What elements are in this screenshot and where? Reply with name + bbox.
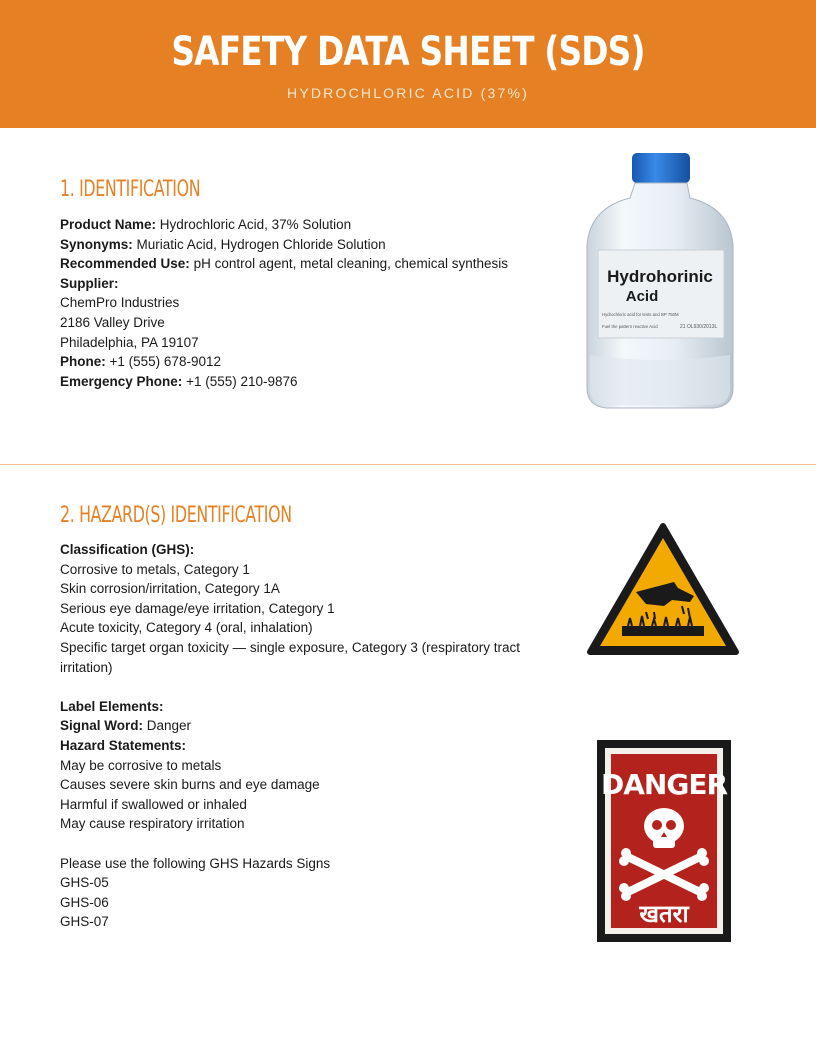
section-2-title: 2. HAZARD(S) IDENTIFICATION xyxy=(60,503,292,528)
hazard-statement: May cause respiratory irritation xyxy=(60,816,245,832)
page-header xyxy=(0,0,816,128)
supplier-street: 2186 Valley Drive xyxy=(60,314,165,330)
spacer xyxy=(60,834,550,854)
bottle-liquid xyxy=(590,355,730,405)
bottle-small-text-3: 21 OL930/2013L xyxy=(680,324,718,330)
product-name-row: Product Name: Hydrochloric Acid, 37% Solution xyxy=(60,217,352,232)
classification-item: Serious eye damage/eye irritation, Category 1 xyxy=(60,600,335,616)
recommended-use-row: Recommended Use: pH control agent, metal cleaning, chemical synthesis xyxy=(60,256,508,272)
classification-item: Corrosive to metals, Category 1 xyxy=(60,561,250,577)
bottle-cap xyxy=(632,153,690,183)
supplier-label: Supplier: xyxy=(60,275,119,291)
danger-sign-image xyxy=(597,740,731,942)
bottle-label-line2: Acid xyxy=(625,288,659,305)
classification-item: Acute toxicity, Category 4 (oral, inhalation) xyxy=(60,620,313,636)
acid-bottle-image xyxy=(580,150,740,412)
classification-item: Specific target organ toxicity — single exposure, Category 3 (respiratory tract xyxy=(60,639,520,655)
ghs-sign-item: GHS-06 xyxy=(60,894,109,910)
bottle-small-text-2: Fuel the pattern reactive Acid xyxy=(602,324,658,329)
supplier-name: ChemPro Industries xyxy=(60,295,180,311)
bottle-small-text-1: Hydrochloric acid for tests and BP 750M xyxy=(602,312,679,317)
synonyms-row: Synonyms: Muriatic Acid, Hydrogen Chloride Solution xyxy=(60,236,386,252)
label-elements-label: Label Elements: xyxy=(60,698,164,714)
classification-label: Classification (GHS): xyxy=(60,542,195,557)
ghs-sign-item: GHS-07 xyxy=(60,914,109,930)
signal-word-row: Signal Word: Danger xyxy=(60,718,192,734)
hazard-statements-label: Hazard Statements: xyxy=(60,737,187,753)
hazard-statement: Causes severe skin burns and eye damage xyxy=(60,777,320,793)
emergency-phone-row: Emergency Phone: +1 (555) 210-9876 xyxy=(60,373,298,389)
classification-item: Skin corrosion/irritation, Category 1A xyxy=(60,581,280,597)
section-1-title: 1. IDENTIFICATION xyxy=(60,177,201,202)
hazard-details xyxy=(60,540,550,932)
page-subtitle: HYDROCHLORIC ACID (37%) xyxy=(287,85,529,101)
danger-sign-top-text: DANGER xyxy=(600,768,728,801)
bottle-label-line1: Hydrohorinic xyxy=(607,267,713,286)
ghs-intro: Please use the following GHS Hazards Signs xyxy=(60,855,331,871)
ghs-sign-item: GHS-05 xyxy=(60,875,109,891)
corrosive-warning-icon xyxy=(586,522,740,656)
classification-item: irritation) xyxy=(60,659,113,675)
spacer xyxy=(60,677,550,697)
section-divider xyxy=(0,464,816,465)
phone-row: Phone: +1 (555) 678-9012 xyxy=(60,354,221,370)
danger-sign-bottom-text: खतरा xyxy=(639,900,689,928)
hazard-statement: Harmful if swallowed or inhaled xyxy=(60,796,247,812)
hazard-statement: May be corrosive to metals xyxy=(60,757,222,773)
supplier-city: Philadelphia, PA 19107 xyxy=(60,334,199,350)
identification-details xyxy=(60,215,540,391)
page-title: SAFETY DATA SHEET (SDS) xyxy=(171,29,645,75)
